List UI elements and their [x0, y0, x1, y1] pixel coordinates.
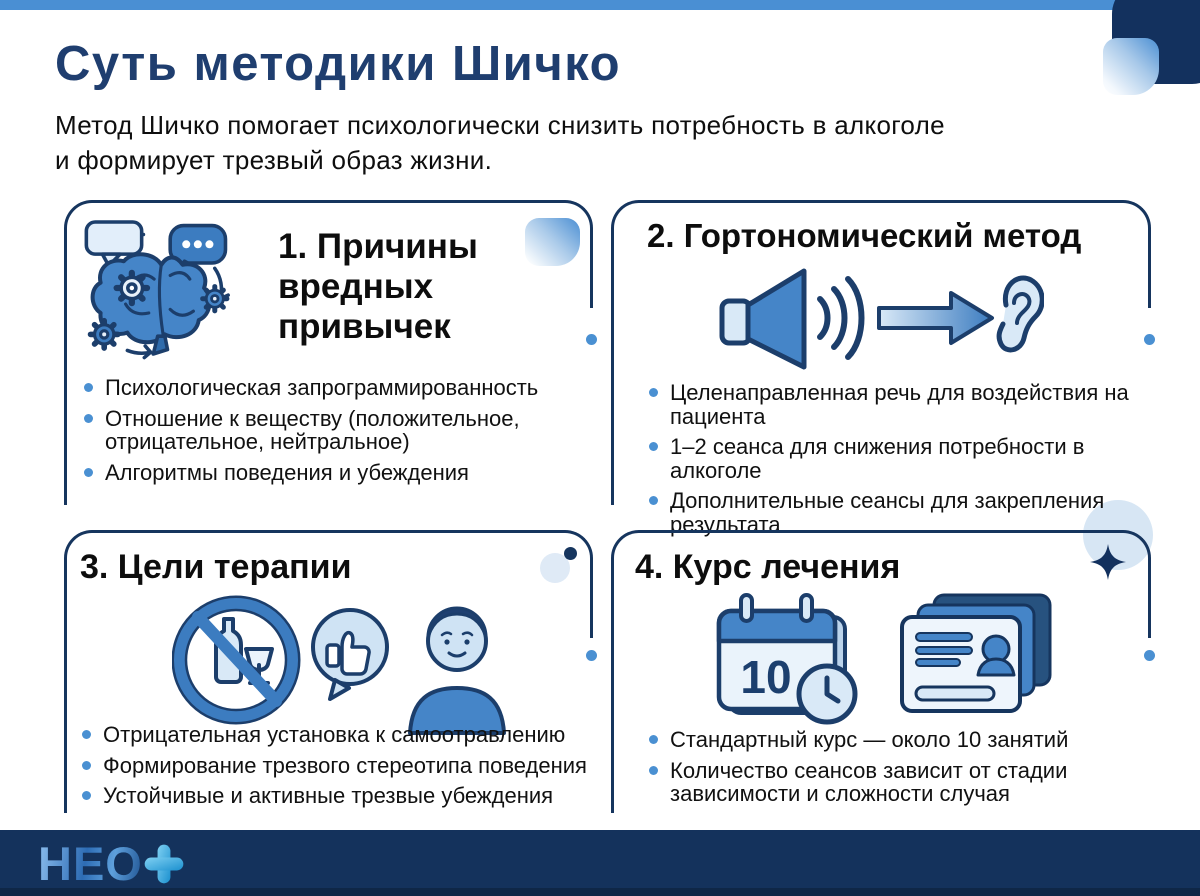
page-title: Суть методики Шичко — [55, 37, 622, 91]
bullet-item: Формирование трезвого стереотипа поведения — [77, 754, 592, 778]
top-accent-bar — [0, 0, 1200, 10]
logo-text: НЕО — [38, 837, 143, 890]
calendar-10-clock-icon — [709, 591, 864, 731]
bullet-item: 1–2 сеанса для снижения потребности в алкоголе — [644, 435, 1139, 482]
card2-title: 2. Гортономический метод — [647, 217, 1082, 254]
card4-title: 4. Курс лечения — [635, 548, 901, 586]
logo-plus-icon — [141, 841, 187, 887]
right-border-gap — [1147, 638, 1151, 813]
session-cards-stack-icon — [894, 591, 1059, 721]
card-treatment-course — [611, 530, 1151, 813]
card1-bullet-list — [79, 376, 579, 491]
calendar-number: 10 — [740, 651, 792, 703]
edge-dot-decoration — [586, 650, 597, 661]
footer-bar — [0, 830, 1200, 896]
page-subtitle — [55, 108, 945, 178]
bullet-item: Устойчивые и активные трезвые убеждения — [77, 784, 592, 808]
card1-gradient-square-decoration — [525, 218, 580, 266]
edge-dot-decoration — [586, 334, 597, 345]
card4-bullet-list — [644, 728, 1139, 813]
edge-dot-decoration — [1144, 650, 1155, 661]
bullet-item: Отрицательная установка к самоотравлению — [77, 723, 592, 747]
card-therapy-goals — [64, 530, 593, 813]
card3-dot-decoration — [564, 547, 577, 560]
brain-gears-icon — [81, 213, 246, 363]
bullet-item: Стандартный курс — около 10 занятий — [644, 728, 1139, 752]
bullet-item: Дополнительные сеансы для закрепления результата — [644, 489, 1139, 536]
subtitle-line-1: Метод Шичко помогает психологически снизить потребность в алкоголе — [55, 110, 945, 140]
bullet-item: Психологическая запрограммированность — [79, 376, 579, 400]
speaker-to-ear-icon — [714, 261, 1044, 376]
subtitle-line-2: и формирует трезвый образ жизни. — [55, 145, 493, 175]
card1-title: 1. Причины вредных привычек — [278, 227, 478, 346]
card3-title: 3. Цели терапии — [80, 548, 352, 586]
bullet-item: Алгоритмы поведения и убеждения — [79, 461, 579, 485]
card2-bullet-list — [644, 381, 1139, 543]
bullet-item: Количество сеансов зависит от стадии зависимости и сложности случая — [644, 759, 1139, 806]
card-causes-of-habits — [64, 200, 593, 505]
right-border-gap — [589, 638, 593, 813]
no-alcohol-thumbs-up-person-icon — [172, 585, 517, 735]
bullet-item: Целенаправленная речь для воздействия на пациента — [644, 381, 1139, 428]
corner-gradient-square — [1103, 38, 1159, 95]
neo-plus-logo — [38, 836, 187, 891]
edge-dot-decoration — [1144, 334, 1155, 345]
sparkle-icon — [1090, 544, 1126, 580]
bullet-item: Отношение к веществу (положительное, отрицательное, нейтральное) — [79, 407, 579, 454]
card-gortonomic-method — [611, 200, 1151, 537]
card3-bullet-list — [77, 723, 592, 815]
